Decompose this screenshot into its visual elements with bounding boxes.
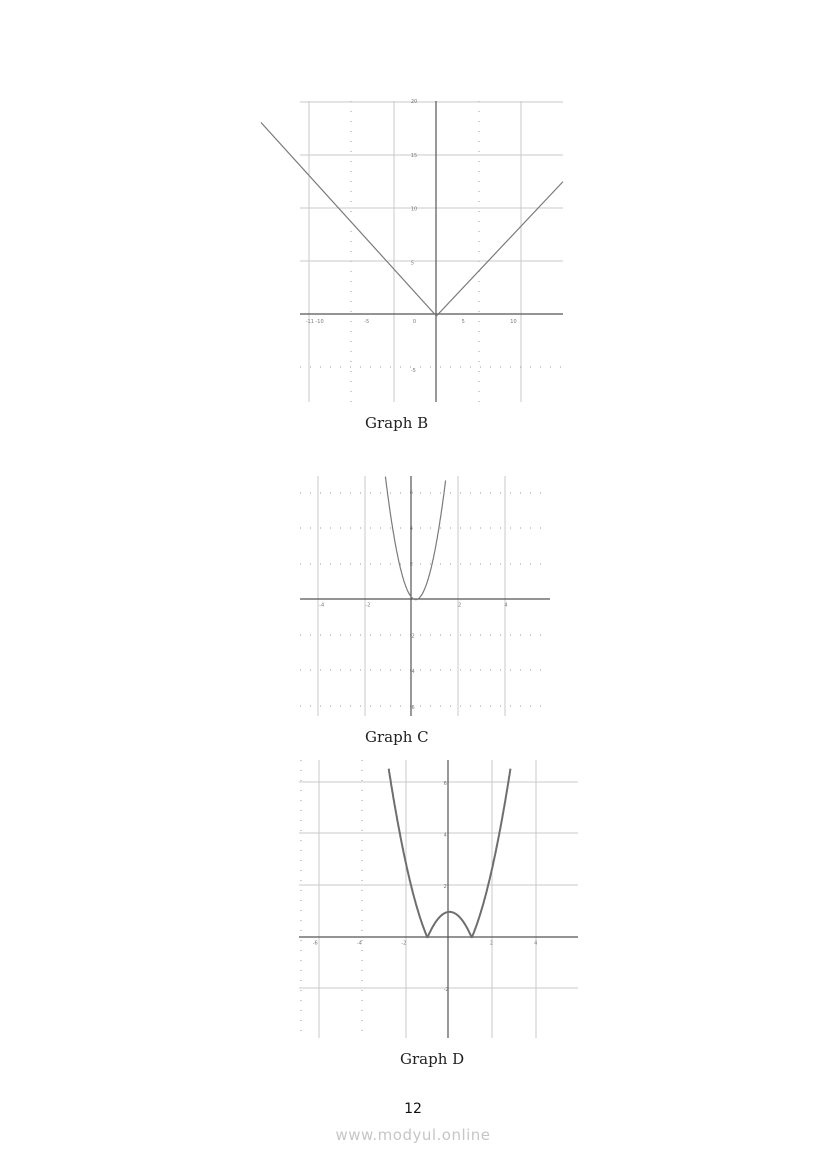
graph-b-curve <box>261 123 563 317</box>
watermark-text: www.modyul.online <box>335 1126 491 1144</box>
graph-c-plot <box>300 476 550 716</box>
y-tick-label: 20 <box>410 99 418 105</box>
x-tick-label: -11 <box>305 319 314 325</box>
x-tick-label: -5 <box>364 319 370 325</box>
x-tick-label: 2 <box>458 602 462 609</box>
graph-b-gridlines <box>300 101 563 402</box>
x-tick-label: 4 <box>534 940 538 947</box>
x-tick-label: -2 <box>365 602 371 609</box>
x-tick-label: -6 <box>312 940 318 947</box>
y-tick-label: 2 <box>409 561 413 568</box>
y-tick-label: 6 <box>443 781 447 788</box>
graph-c-gridlines <box>300 476 550 716</box>
y-tick-label: 2 <box>443 884 447 891</box>
x-tick-label: 0 <box>412 319 417 325</box>
graph-b-caption: Graph B <box>365 414 429 432</box>
y-tick-label: 10 <box>410 206 418 213</box>
y-tick-label: -5 <box>410 367 416 374</box>
graph-d-gridlines <box>299 760 578 1038</box>
x-tick-label: -4 <box>357 940 362 947</box>
graph-d-caption: Graph D <box>400 1050 465 1068</box>
x-tick-label: 10 <box>510 319 517 325</box>
y-tick-label: -4 <box>409 669 415 676</box>
y-tick-label: -6 <box>409 705 415 712</box>
x-tick-label: 4 <box>504 602 508 609</box>
y-tick-label: 5 <box>410 260 415 267</box>
y-tick-label: 6 <box>409 490 413 497</box>
y-tick-label: -2 <box>409 633 415 640</box>
graph-c-curve <box>385 477 445 600</box>
graph-c-caption: Graph C <box>365 728 429 746</box>
x-tick-label: 2 <box>489 940 494 947</box>
y-tick-label: 4 <box>443 832 447 839</box>
x-tick-label: 5 <box>461 319 465 325</box>
y-tick-label: 4 <box>409 525 413 532</box>
graph-d-plot <box>299 760 578 1038</box>
graph-b-plot <box>300 101 563 402</box>
x-tick-label: -2 <box>401 940 407 947</box>
graph-b-tick-labels <box>306 99 517 374</box>
x-tick-label: -10 <box>315 319 324 325</box>
x-tick-label: -4 <box>319 602 325 609</box>
graph-c-tick-labels <box>319 490 507 711</box>
page-number: 12 <box>404 1101 422 1117</box>
y-tick-label: 15 <box>410 152 418 159</box>
y-tick-label: -2 <box>443 987 449 994</box>
